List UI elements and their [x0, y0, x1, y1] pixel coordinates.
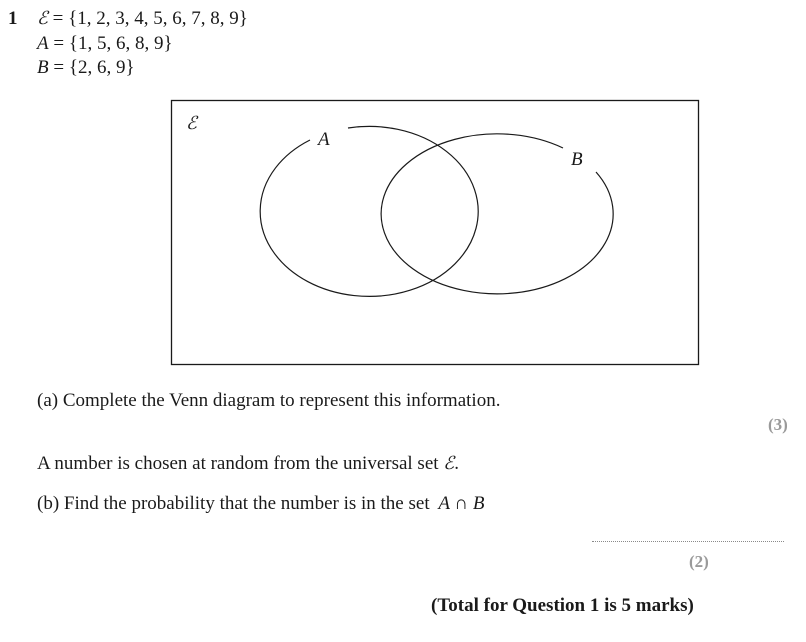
part-a-text: Complete the Venn diagram to represent this information.: [62, 390, 501, 411]
part-b-text: Find the probability that the number is in the set: [63, 493, 430, 514]
part-b-expression: A ∩ B: [438, 493, 485, 514]
part-b-intro-symbol: ℰ: [443, 453, 455, 474]
answer-line[interactable]: [592, 540, 784, 542]
venn-label-b: B: [571, 149, 583, 170]
part-b-intro-end: .: [454, 453, 459, 474]
universal-set-elements: = {1, 2, 3, 4, 5, 6, 7, 8, 9}: [52, 8, 248, 29]
venn-universal-label: ℰ: [186, 113, 197, 134]
set-b-name: B: [37, 57, 49, 78]
part-a-question: [37, 390, 500, 412]
part-a-marks: (3): [768, 415, 788, 434]
part-b-intro-text: A number is chosen at random from the universal set: [37, 453, 439, 474]
set-a-elements: = {1, 5, 6, 8, 9}: [53, 33, 173, 54]
universal-set-box: [172, 101, 699, 365]
part-b-intro: [37, 453, 459, 475]
question-total: (Total for Question 1 is 5 marks): [431, 595, 694, 616]
part-b-question: [37, 493, 484, 515]
venn-label-a: A: [318, 129, 330, 150]
circle-a: [260, 126, 478, 296]
part-b-marks: (2): [689, 552, 709, 571]
question-number: 1: [8, 8, 18, 29]
part-a-label: (a): [37, 390, 59, 411]
set-a-name: A: [37, 33, 49, 54]
universal-set-symbol: ℰ: [37, 8, 48, 29]
part-b-label: (b): [37, 493, 60, 514]
set-b-elements: = {2, 6, 9}: [53, 57, 135, 78]
